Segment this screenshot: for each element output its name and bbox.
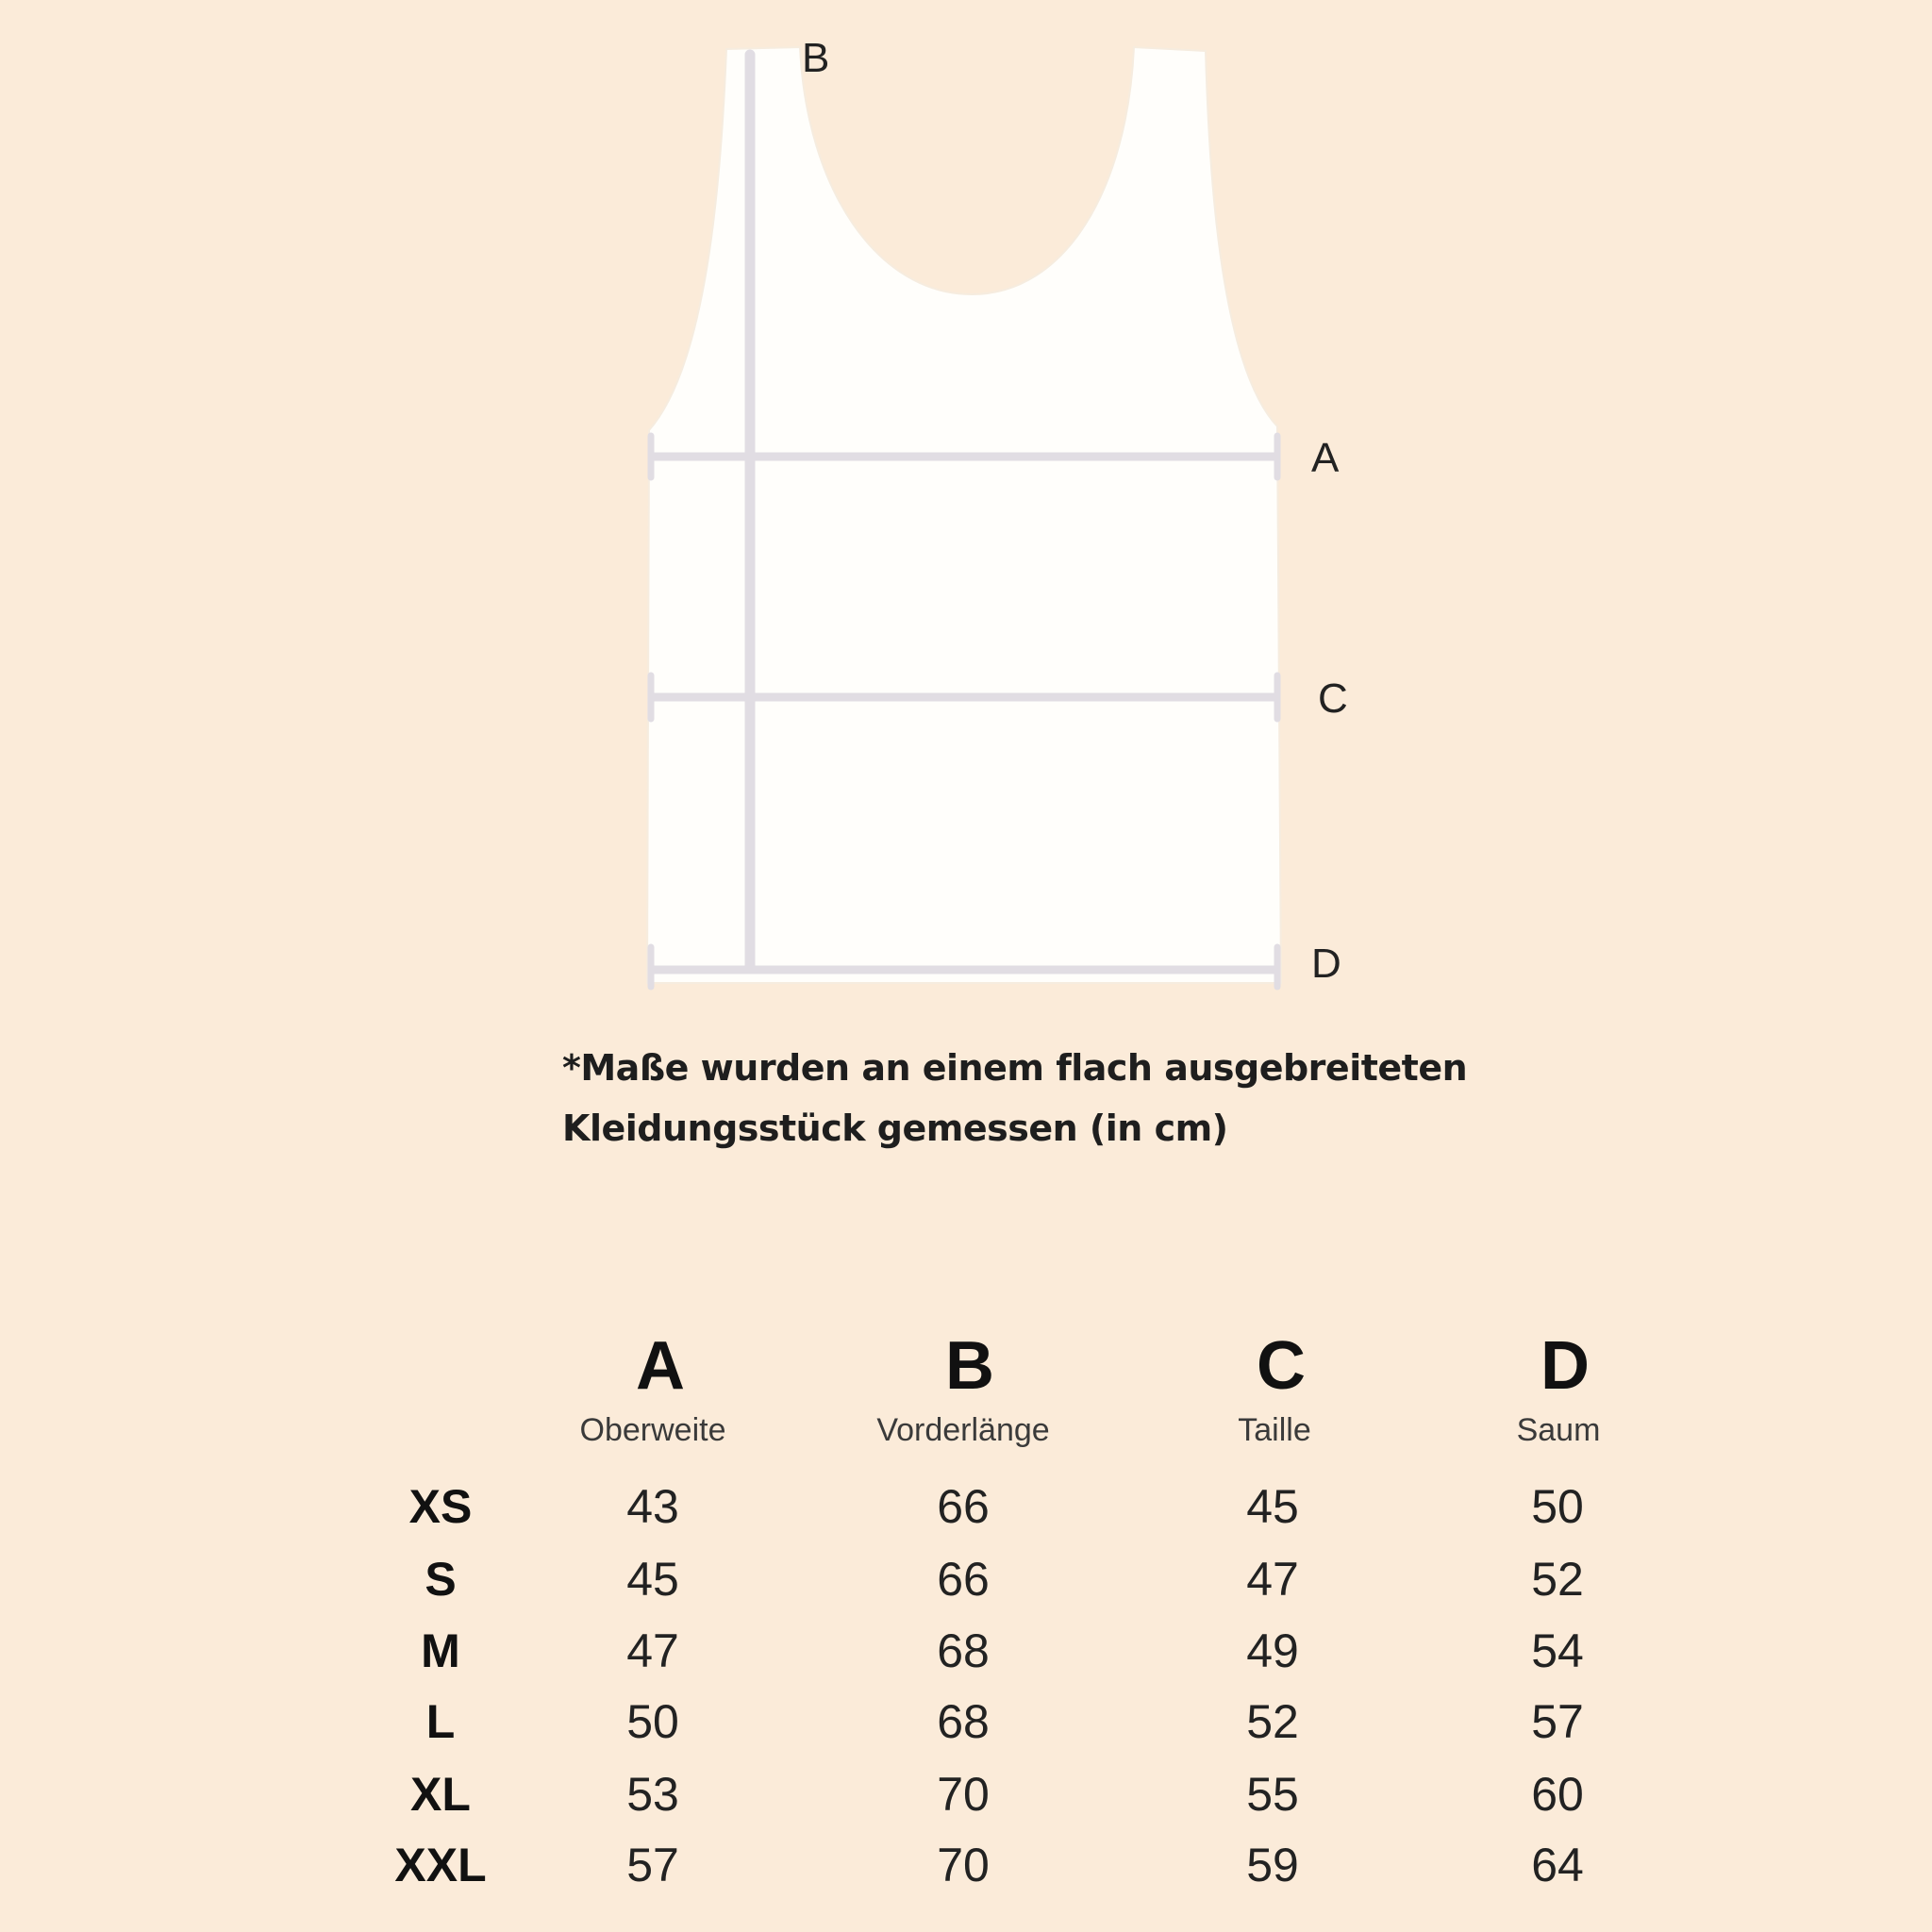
table-cell: 66 [937, 1480, 990, 1533]
size-label-l: L [425, 1695, 456, 1748]
table-cell: 49 [1246, 1624, 1299, 1677]
table-cell: 45 [1246, 1480, 1299, 1533]
table-cell: 53 [626, 1768, 679, 1821]
measurement-note-line-2: Kleidungsstück gemessen (in cm) [562, 1108, 1228, 1149]
column-label-c: Taille [1238, 1412, 1311, 1448]
column-label-a: Oberweite [579, 1412, 726, 1448]
marker-label-c: C [1318, 675, 1348, 722]
table-cell: 43 [626, 1480, 679, 1533]
size-label-m: M [421, 1624, 460, 1677]
marker-label-a: A [1311, 435, 1340, 481]
column-letter-d: D [1541, 1328, 1590, 1404]
table-cell: 59 [1246, 1839, 1299, 1891]
table-cell: 68 [937, 1624, 990, 1677]
column-letter-a: A [636, 1328, 685, 1404]
table-cell: 70 [937, 1768, 990, 1821]
measurement-note-line-1: *Maße wurden an einem flach ausgebreiteten [562, 1047, 1468, 1089]
table-cell: 50 [626, 1695, 679, 1748]
column-letter-c: C [1257, 1328, 1306, 1404]
table-cell: 47 [626, 1624, 679, 1677]
size-label-xl: XL [410, 1768, 471, 1821]
table-cell: 45 [626, 1553, 679, 1606]
column-letter-b: B [945, 1328, 994, 1404]
size-label-xs: XS [408, 1480, 473, 1533]
marker-label-b: B [802, 35, 830, 81]
table-cell: 52 [1531, 1553, 1584, 1606]
size-label-s: S [425, 1553, 457, 1606]
table-cell: 68 [937, 1695, 990, 1748]
table-cell: 64 [1531, 1839, 1584, 1891]
table-cell: 57 [1531, 1695, 1584, 1748]
table-cell: 47 [1246, 1553, 1299, 1606]
table-cell: 60 [1531, 1768, 1584, 1821]
table-cell: 55 [1246, 1768, 1299, 1821]
size-label-xxl: XXL [394, 1839, 487, 1891]
table-cell: 66 [937, 1553, 990, 1606]
column-label-b: Vorderlänge [876, 1412, 1050, 1448]
table-cell: 54 [1531, 1624, 1584, 1677]
table-cell: 50 [1531, 1480, 1584, 1533]
column-label-d: Saum [1516, 1412, 1601, 1448]
table-cell: 52 [1246, 1695, 1299, 1748]
table-cell: 57 [626, 1839, 679, 1891]
marker-label-d: D [1311, 941, 1341, 987]
table-cell: 70 [937, 1839, 990, 1891]
